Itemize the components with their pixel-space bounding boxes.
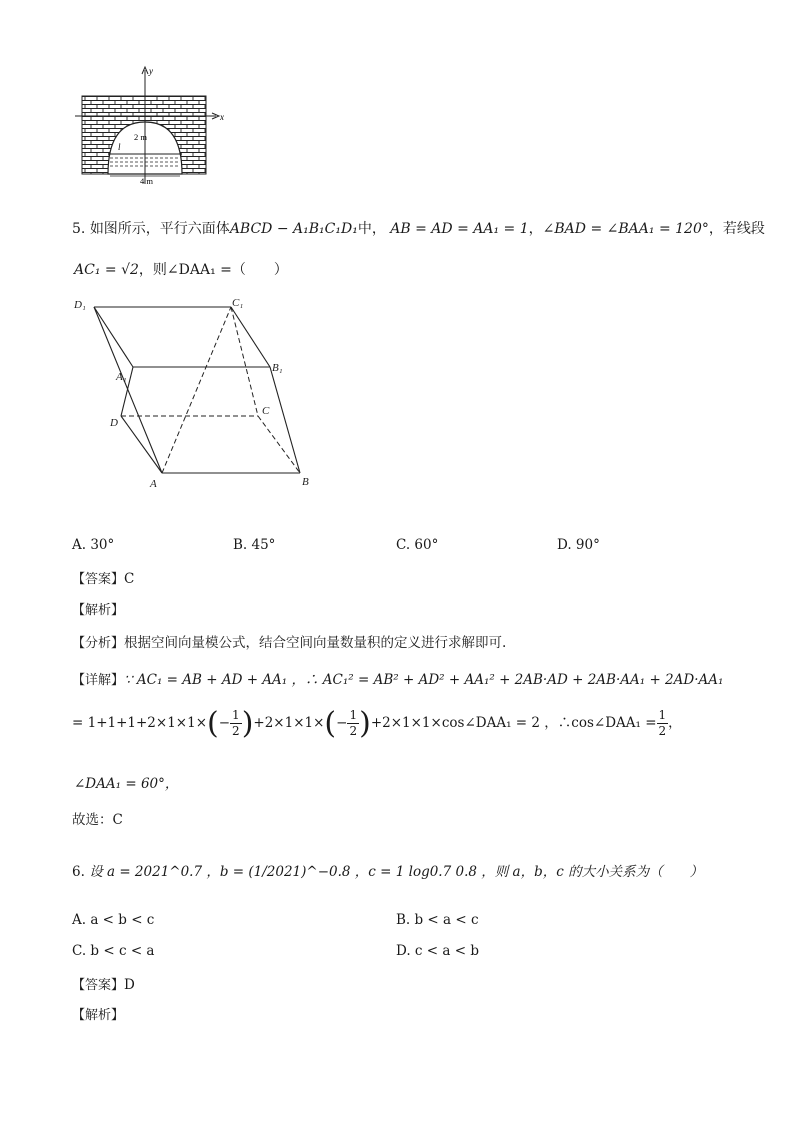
frac-minus-half-1: $\frac{1}{2}$ — [232, 708, 240, 738]
q5-fenxi-tag: 【分析】 — [72, 636, 125, 651]
q5-stem-c: ，若线段 — [708, 221, 765, 237]
q5-option-c: C. 60° — [396, 537, 439, 553]
height-label: 2 m — [134, 132, 147, 142]
q6-option-b: B. b < a < c — [396, 912, 479, 928]
label-D1: D₁ — [74, 299, 86, 311]
q5-option-d: D. 90° — [557, 537, 600, 553]
frac-minus-half-2: $\frac{1}{2}$ — [349, 708, 358, 738]
q6-answer-tag: 【答案】 — [72, 978, 125, 993]
q6-option-c: C. b < c < a — [72, 943, 155, 959]
q6-stem-text: 设 a = 2021^0.7 ，b = (1/2021)^−0.8 ，c = 1 log0.7 0.8 ，则 a，b，c 的大小关系为（ ） — [89, 864, 704, 880]
q5-cond2: ∠BAD = ∠BAA₁ = 120° — [542, 221, 709, 237]
x-axis-label: x — [220, 112, 224, 122]
q5-body-label: ABCD − A₁B₁C₁D₁ — [229, 221, 358, 237]
q5-detail-line3: ∠DAA₁ = 60°， — [74, 776, 179, 792]
q5-answer-value: C — [124, 571, 135, 587]
q5-answer — [72, 568, 134, 587]
q5-sep: ， — [528, 221, 543, 237]
q5-stem-d: ，则∠DAA₁ =（ ） — [138, 262, 288, 278]
label-D: D — [110, 417, 118, 429]
q6-number: 6. — [72, 864, 85, 880]
q5-stem-a: 如图所示，平行六面体 — [89, 221, 230, 237]
q6-answer — [72, 974, 135, 993]
q5-detail-part-b: +2×1×1× — [253, 715, 325, 731]
q5-analysis-tag: 【解析】 — [72, 603, 125, 618]
q5-detail-line1 — [72, 668, 723, 688]
q6-option-a: A. a < b < c — [72, 912, 155, 928]
q6-option-d: D. c < a < b — [396, 943, 479, 959]
width-label: 4 m — [140, 176, 153, 186]
q5-option-b: B. 45° — [233, 537, 276, 553]
q5-fenxi-text: 根据空间向量模公式，结合空间向量数量积的定义进行求解即可. — [124, 635, 507, 651]
y-axis-label: y — [149, 66, 153, 76]
label-C: C — [262, 405, 270, 417]
q5-detail-part-d: ， — [668, 715, 682, 731]
q5-detail-line2: = 1+1+1+2×1×1×(− $\frac{1}{2}$ )+2×1×1×(− $\frac{1}{2}$ )+2×1×1×cos∠DAA₁ = 2 ，∴cos∠DAA₁ = $\frac{1}{2}$ ， — [72, 706, 682, 741]
parallelepiped-figure — [68, 293, 328, 498]
q5-stem-b: 中， — [357, 221, 386, 237]
q5-answer-tag: 【答案】 — [72, 572, 125, 587]
q5-stem — [72, 218, 765, 238]
q6-answer-value: D — [124, 977, 135, 993]
water-label: l — [118, 142, 121, 152]
q5-number: 5. — [72, 221, 86, 237]
label-A1: A₁ — [116, 371, 127, 383]
q5-detail-part-a: = 1+1+1+2×1×1× — [72, 715, 208, 731]
label-B: B — [302, 476, 309, 488]
q6-analysis-tag: 【解析】 — [72, 1008, 125, 1023]
q6-stem — [72, 860, 703, 880]
q5-detail-formula1: ∵ AC₁ = AB + AD + AA₁ ，∴ AC₁² = AB² + AD² + AA₁² + 2AB·AD + 2AB·AA₁ + 2AD·AA₁ — [124, 672, 724, 688]
q5-option-a: A. 30° — [72, 537, 115, 553]
q5-cond1: AB = AD = AA₁ = 1 — [390, 221, 529, 237]
frac-half: $\frac{1}{2}$ — [658, 708, 667, 738]
arch-bridge-figure — [70, 64, 230, 186]
q5-choose: 故选：C — [72, 812, 123, 828]
q5-stem-line2 — [74, 259, 288, 279]
label-B1: B₁ — [272, 362, 283, 374]
label-A: A — [150, 478, 157, 490]
label-C1: C₁ — [232, 297, 244, 309]
q5-fenxi — [72, 631, 506, 651]
q5-detail-part-c: +2×1×1×cos∠DAA₁ = 2 ，∴cos∠DAA₁ = — [370, 715, 657, 731]
q5-cond3: AC₁ = √2 — [74, 262, 139, 278]
q5-detail-tag: 【详解】 — [72, 673, 125, 688]
